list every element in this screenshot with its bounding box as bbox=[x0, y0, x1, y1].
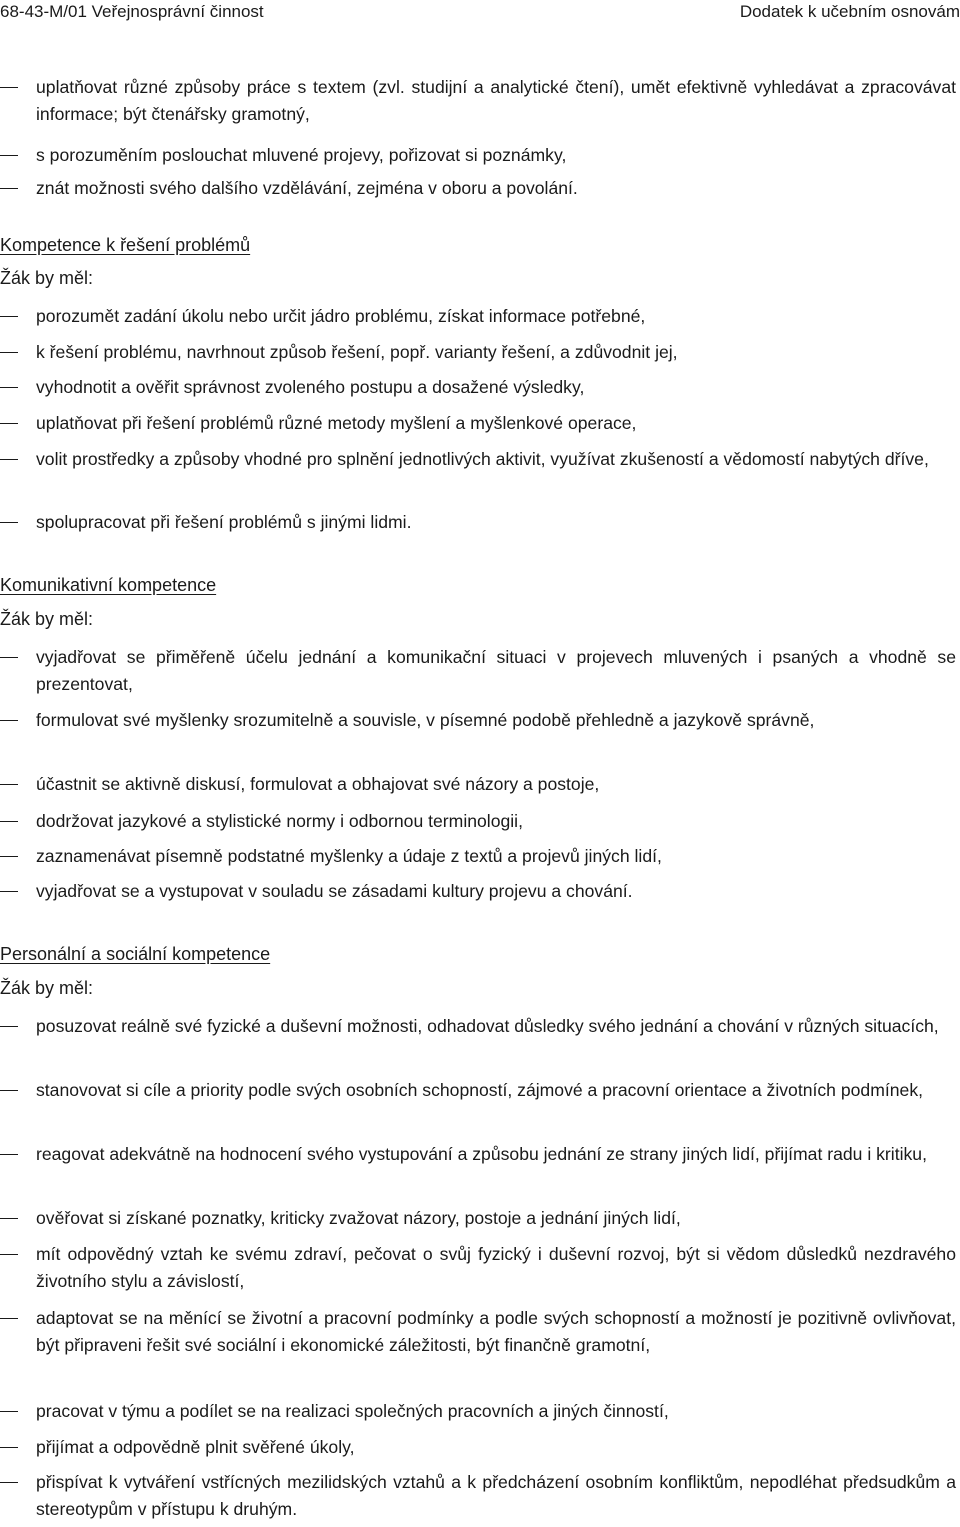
dash-bullet-icon bbox=[0, 316, 18, 317]
dash-bullet-icon bbox=[0, 1482, 18, 1483]
page-header bbox=[0, 0, 960, 28]
list-item: zaznamenávat písemně podstatné myšlenky a údaje z textů a projevů jiných lidí, bbox=[36, 843, 956, 870]
dash-bullet-icon bbox=[0, 352, 18, 353]
list-item: k řešení problému, navrhnout způsob řešení, popř. varianty řešení, a zdůvodnit jej, bbox=[36, 339, 956, 366]
list-item: přijímat a odpovědně plnit svěřené úkoly, bbox=[36, 1434, 956, 1461]
list-item: s porozuměním poslouchat mluvené projevy, pořizovat si poznámky, bbox=[36, 142, 956, 169]
list-item: volit prostředky a způsoby vhodné pro splnění jednotlivých aktivit, využívat zkušeností a vědomostí nabytých dříve, bbox=[36, 446, 956, 473]
dash-bullet-icon bbox=[0, 1218, 18, 1219]
dash-bullet-icon bbox=[0, 784, 18, 785]
list-item: porozumět zadání úkolu nebo určit jádro problému, získat informace potřebné, bbox=[36, 303, 956, 330]
section-subhead: Žák by měl: bbox=[0, 268, 94, 288]
list-item: reagovat adekvátně na hodnocení svého vystupování a způsobu jednání ze strany jiných lidí, přijímat radu i kritiku, bbox=[36, 1141, 956, 1168]
dash-bullet-icon bbox=[0, 720, 18, 721]
dash-bullet-icon bbox=[0, 459, 18, 460]
list-item: vyjadřovat se a vystupovat v souladu se zásadami kultury projevu a chování. bbox=[36, 878, 956, 905]
section-subhead: Žák by měl: bbox=[0, 978, 94, 998]
list-item: znát možnosti svého dalšího vzdělávání, zejména v oboru a povolání. bbox=[36, 175, 956, 202]
dash-bullet-icon bbox=[0, 1090, 18, 1091]
list-item: uplatňovat různé způsoby práce s textem (zvl. studijní a analytické čtení), umět efektivně vyhledávat a zpracovávat informace; být čtenářsky gramotný, bbox=[36, 74, 956, 128]
dash-bullet-icon bbox=[0, 821, 18, 822]
section-subhead: Žák by měl: bbox=[0, 609, 94, 629]
dash-bullet-icon bbox=[0, 1254, 18, 1255]
list-item: pracovat v týmu a podílet se na realizaci společných pracovních a jiných činností, bbox=[36, 1398, 956, 1425]
list-item: přispívat k vytváření vstřícných mezilidských vztahů a k předcházení osobním konfliktům, nepodléhat předsudkům a stereotypům v přístupu k druhým. bbox=[36, 1469, 956, 1523]
dash-bullet-icon bbox=[0, 1154, 18, 1155]
dash-bullet-icon bbox=[0, 188, 18, 189]
dash-bullet-icon bbox=[0, 1447, 18, 1448]
dash-bullet-icon bbox=[0, 522, 18, 523]
dash-bullet-icon bbox=[0, 155, 18, 156]
dash-bullet-icon bbox=[0, 1318, 18, 1319]
list-item: ověřovat si získané poznatky, kriticky zvažovat názory, postoje a jednání jiných lidí, bbox=[36, 1205, 956, 1232]
list-item: spolupracovat při řešení problémů s jinými lidmi. bbox=[36, 509, 956, 536]
section-heading-communication: Komunikativní kompetence bbox=[0, 575, 217, 595]
list-item: mít odpovědný vztah ke svému zdraví, pečovat o svůj fyzický i duševní rozvoj, být si vědom důsledků nezdravého životního stylu a závislostí, bbox=[36, 1241, 956, 1295]
dash-bullet-icon bbox=[0, 423, 18, 424]
dash-bullet-icon bbox=[0, 87, 18, 88]
list-item: vyjadřovat se přiměřeně účelu jednání a komunikační situaci v projevech mluvených i psaných a vhodně se prezentovat, bbox=[36, 644, 956, 698]
dash-bullet-icon bbox=[0, 387, 18, 388]
header-course-code: 68-43-M/01 Veřejnosprávní činnost bbox=[0, 2, 264, 21]
dash-bullet-icon bbox=[0, 856, 18, 857]
dash-bullet-icon bbox=[0, 891, 18, 892]
list-item: dodržovat jazykové a stylistické normy i odbornou terminologii, bbox=[36, 808, 956, 835]
header-document-title: Dodatek k učebním osnovám bbox=[739, 2, 960, 21]
section-heading-problem-solving: Kompetence k řešení problémů bbox=[0, 235, 251, 255]
list-item: posuzovat reálně své fyzické a duševní možnosti, odhadovat důsledky svého jednání a chování v různých situacích, bbox=[36, 1013, 956, 1040]
list-item: adaptovat se na měnící se životní a pracovní podmínky a podle svých schopností a možností je pozitivně ovlivňovat, být připraveni řešit své sociální i ekonomické záležitosti, být finančně gramotní, bbox=[36, 1305, 956, 1359]
dash-bullet-icon bbox=[0, 1026, 18, 1027]
dash-bullet-icon bbox=[0, 1411, 18, 1412]
section-heading-personal-social: Personální a sociální kompetence bbox=[0, 944, 271, 964]
list-item: formulovat své myšlenky srozumitelně a souvisle, v písemné podobě přehledně a jazykově správně, bbox=[36, 707, 956, 734]
list-item: účastnit se aktivně diskusí, formulovat a obhajovat své názory a postoje, bbox=[36, 771, 956, 798]
list-item: uplatňovat při řešení problémů různé metody myšlení a myšlenkové operace, bbox=[36, 410, 956, 437]
list-item: vyhodnotit a ověřit správnost zvoleného postupu a dosažené výsledky, bbox=[36, 374, 956, 401]
dash-bullet-icon bbox=[0, 657, 18, 658]
list-item: stanovovat si cíle a priority podle svých osobních schopností, zájmové a pracovní orientace a životních podmínek, bbox=[36, 1077, 956, 1104]
